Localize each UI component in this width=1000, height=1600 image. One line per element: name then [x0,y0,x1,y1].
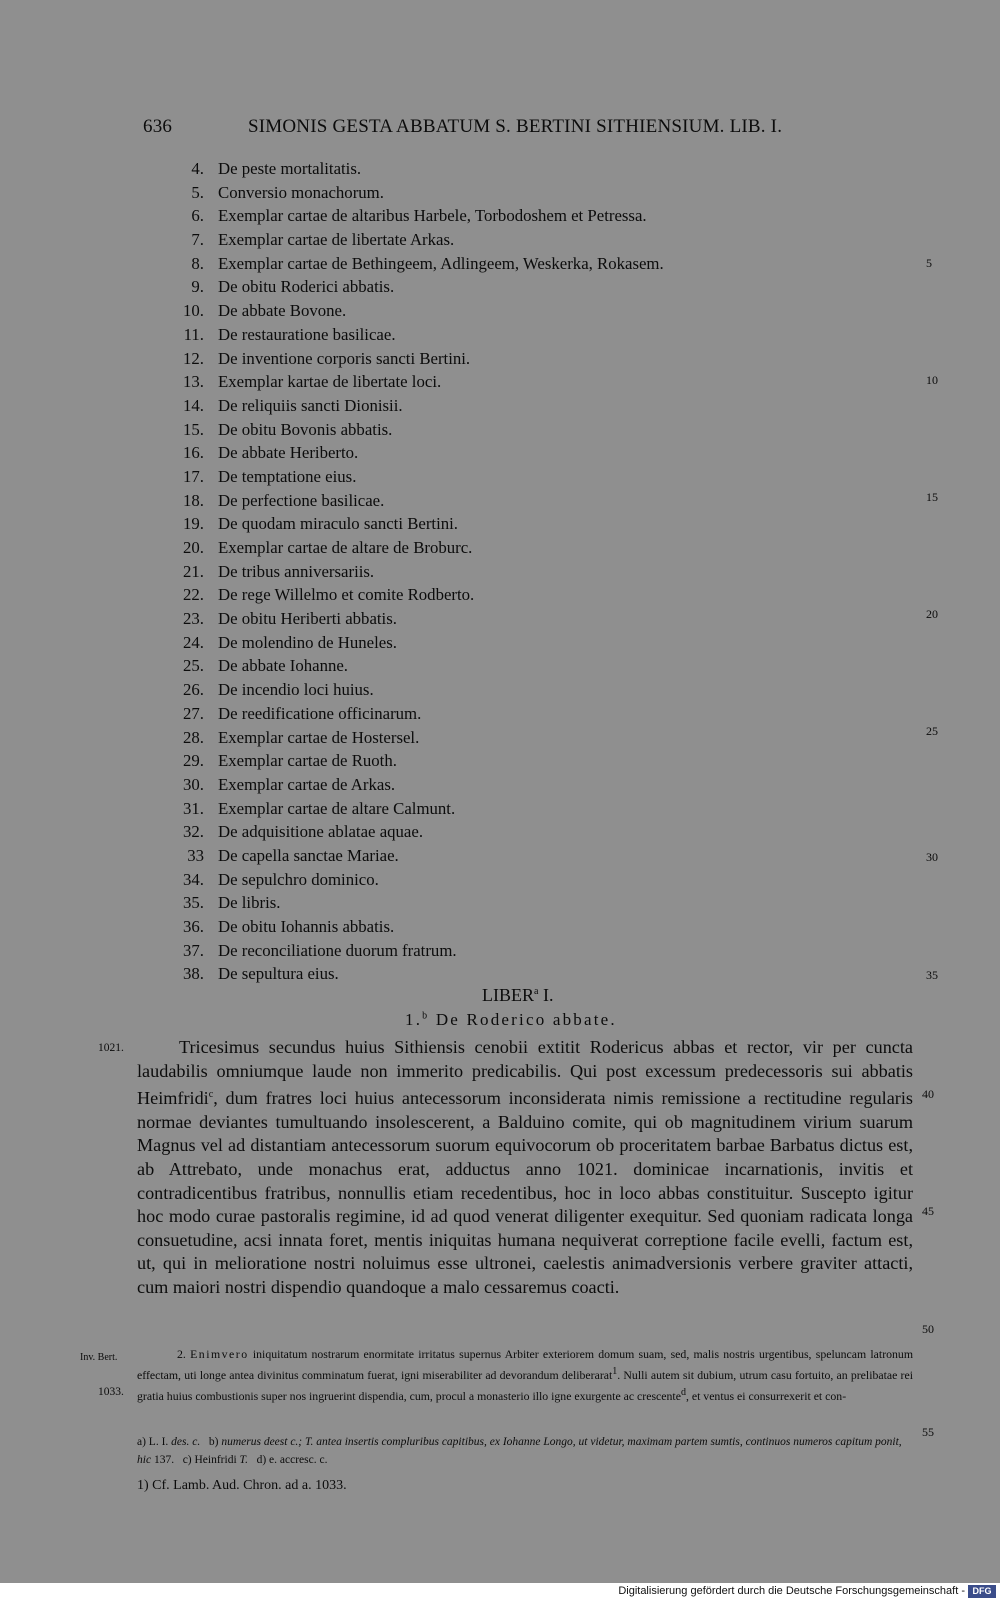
toc-item-title: Exemplar cartae de Ruoth. [218,751,397,771]
chapter-2-paragraph: 2. Enimvero iniquitatum nostrarum enormitate irritatus supernus Arbiter exteriorem domum suam, sed, malis nostris urgentibus, speluncam latronum effectam, uti longe antea divinitus comminatum fuerat, igni miserabiliter ad devorandum deliberarat$^1$. Nulli autem sit dubium, utrum casu fortuito, an prelibatae rei gratia huius combustionis super nos ingruerint dispendia, cum, procul a monasterio illo igne exurgente ac crescente$^d$, et ventus ei consurrexerit et con- [137,1347,913,1403]
line-number: 35 [926,968,938,982]
toc-item-title: De obitu Heriberti abbatis. [218,609,397,629]
toc-item-number: 19. [183,514,204,534]
toc-item-number: 31. [183,798,204,818]
toc-item-title: De reedificatione officinarum. [218,703,422,723]
toc-item-number: 6. [191,206,204,226]
toc-item-title: De tribus anniversariis. [218,561,375,581]
toc-item-title: Exemplar kartae de libertate loci. [218,372,442,392]
toc-item-number: 26. [183,680,204,700]
toc-item [160,773,760,797]
toc-item [160,394,760,418]
toc-item [160,962,760,986]
toc-item-number: 8. [191,253,204,273]
toc-item [160,726,760,750]
line-number: 10 [926,373,938,387]
toc-item [160,536,760,560]
toc-item-title: De temptatione eius. [218,466,357,486]
toc-item-number: 20. [183,538,204,557]
line-number: 15 [926,490,938,504]
toc-item-title: Exemplar cartae de altare Calmunt. [218,798,456,818]
toc-item-number: 24. [183,632,204,652]
toc-item [160,915,760,939]
toc-item-number: 9. [191,277,204,297]
chapter-heading: 1.$^b$ De Roderico abbate. [405,1010,617,1029]
toc-item [160,347,760,371]
toc-item-title: De perfectione basilicae. [218,490,385,510]
line-number: 55 [922,1425,934,1439]
toc-item [160,489,760,513]
toc-item-title: De libris. [218,893,281,913]
toc-item-title: De obitu Iohannis abbatis. [218,917,395,936]
dfg-logo: DFG [968,1585,996,1598]
toc-item-title: De adquisitione ablatae aquae. [218,822,424,842]
line-number: 25 [926,724,938,738]
toc-item [160,702,760,726]
toc-item [160,654,760,678]
toc-item-title: De incendio loci huius. [218,680,374,700]
toc-item [160,181,760,205]
footnote: 1) Cf. Lamb. Aud. Chron. ad a. 1033. [137,1478,347,1493]
toc-item-title: De obitu Roderici abbatis. [218,277,395,297]
line-number: 5 [926,256,932,270]
toc-item [160,797,760,821]
toc-item [160,583,760,607]
toc-item-number: 28. [183,727,204,747]
toc-item [160,441,760,465]
toc-item-number: 35. [183,893,204,913]
toc-item-title: De abbate Heriberto. [218,443,359,463]
toc-item [160,299,760,323]
toc-item-title: De abbate Iohanne. [218,656,348,676]
toc-item-number: 32. [183,822,204,842]
toc-item-number: 5. [191,182,204,202]
toc-item [160,512,760,536]
toc-item [160,252,760,276]
toc-item [160,323,760,347]
toc-item-number: 22. [183,585,204,605]
toc-item [160,749,760,773]
toc-item-title: Exemplar cartae de Bethingeem, Adlingeem, Weskerka, Rokasem. [218,253,664,273]
toc-item-title: De quodam miraculo sancti Bertini. [218,514,459,534]
toc-item-number: 23. [183,609,204,629]
toc-item [160,820,760,844]
toc-item-title: De restauratione basilicae. [218,324,396,344]
toc-item-title: De sepultura eius. [218,964,339,984]
toc-item-title: Exemplar cartae de Arkas. [218,774,396,794]
toc-item [160,560,760,584]
line-number: 20 [926,607,938,621]
toc-item-number: 16. [183,443,204,463]
toc-item [160,868,760,892]
line-number: 45 [922,1204,934,1218]
toc-item-title: Exemplar cartae de Hostersel. [218,727,420,747]
toc-item [160,939,760,963]
toc-item-title: De capella sanctae Mariae. [218,845,399,865]
toc-item [160,631,760,655]
toc-item [160,844,760,868]
toc-item-number: 11. [183,324,204,344]
running-title: SIMONIS GESTA ABBATUM S. BERTINI SITHIENSIUM. LIB. I. [248,116,783,137]
toc-item-number: 37. [183,940,204,960]
line-number: 30 [926,850,938,864]
toc-item-number: 34. [183,869,204,889]
toc-item-number: 12. [183,348,204,368]
toc-item-title: De peste mortalitatis. [218,159,362,178]
footer-credit: Digitalisierung gefördert durch die Deutsche Forschungsgemeinschaft - [618,1585,965,1597]
toc-item [160,275,760,299]
toc-item-title: De rege Willelmo et comite Rodberto. [218,585,475,605]
toc-item-title: De sepulchro dominico. [218,869,379,889]
toc-item-number: 33 [187,845,204,865]
main-paragraph: Tricesimus secundus huius Sithiensis cenobii extitit Rodericus abbas et rector, vir per cuncta laudabilis omniumque laude non immerito predicabilis. Qui post excessum predecessoris sui abbatis Heimfridi$^c$, dum fratres loci huius antecessorum inconsiderata nimis remissione a rectitudine regularis normae deviantes tumultuando insolescerent, a Balduino comite, qui ob magnitudinem virium suarum Magnus vel ad distantiam antecessorum suorum equivocorum ob proceritatem barbae Barbatus dictus est, ab Attrebato, unde monachus erat, adductus anno 1021. dominicae incarnationis, invitis et contradicentibus fratribus, nonnullis etiam recedentibus, hoc in loco abbas constituitur. Suscepto igitur hoc modo curae pastoralis regimine, id ad quod venerat diligenter exequitur. Sed quoniam radicata longa consuetudine, acsi innata foret, mentis iniquitas humana nequiverat correptione facile evelli, factum est, ut, qui in melioratione nostri noluimus esse ultronei, caelestis animadversionis verbere graviter attacti, cum maiori nostri dispendio quandoque a malo cessaremus coacti. [137,1037,913,1297]
toc-item-title: Exemplar cartae de altare de Broburc. [218,538,473,557]
side-note-year: 1033. [98,1386,124,1398]
toc-item-title: De molendino de Huneles. [218,632,397,652]
toc-item-number: 7. [191,230,204,250]
toc-item-number: 17. [183,466,204,486]
toc-item [160,418,760,442]
toc-item-number: 29. [183,751,204,771]
toc-item [160,157,760,181]
toc-item [160,678,760,702]
book-heading: LIBER$^a$ I. [482,985,554,1005]
toc-item [160,228,760,252]
page-number: 636 [143,116,173,137]
toc-item-number: 38. [183,964,204,984]
toc-item-title: Conversio monachorum. [218,182,384,202]
critical-apparatus: a) L. I. des. c. b) numerus deest c.; T. antea insertis compluribus capitibus, ex Iohanne Longo, ut videtur, maximam partem sumtis, continuos numeros capitum ponit, hic 137. c) Heinfridi T. d) e. accresc. c. [137,1436,902,1466]
side-note-year: 1021. [98,1042,124,1054]
toc-item-number: 15. [183,419,204,439]
toc-item [160,891,760,915]
toc-item [160,465,760,489]
toc-item-title: De inventione corporis sancti Bertini. [218,348,471,368]
line-number: 50 [922,1322,934,1336]
toc-item [160,607,760,631]
toc-item [160,204,760,228]
toc-item-number: 18. [183,490,204,510]
toc-item-title: De reliquiis sancti Dionisii. [218,395,403,415]
toc-item-title: De abbate Bovone. [218,301,347,321]
table-of-contents [160,157,760,986]
line-number: 40 [922,1087,934,1101]
toc-item-number: 14. [183,395,204,415]
toc-item-number: 36. [183,917,204,936]
toc-item-title: De obitu Bovonis abbatis. [218,419,393,439]
toc-item-number: 21. [183,561,204,581]
toc-item-number: 27. [183,703,204,723]
toc-item-title: Exemplar cartae de altaribus Harbele, Torbodoshem et Petressa. [218,206,647,226]
toc-item-title: Exemplar cartae de libertate Arkas. [218,230,455,250]
toc-item [160,370,760,394]
toc-item-number: 13. [183,372,204,392]
toc-item-number: 25. [183,656,204,676]
toc-item-number: 4. [191,159,204,178]
side-note-source: Inv. Bert. [80,1352,118,1363]
toc-item-title: De reconciliatione duorum fratrum. [218,940,457,960]
toc-item-number: 10. [183,301,204,321]
toc-item-number: 30. [183,774,204,794]
